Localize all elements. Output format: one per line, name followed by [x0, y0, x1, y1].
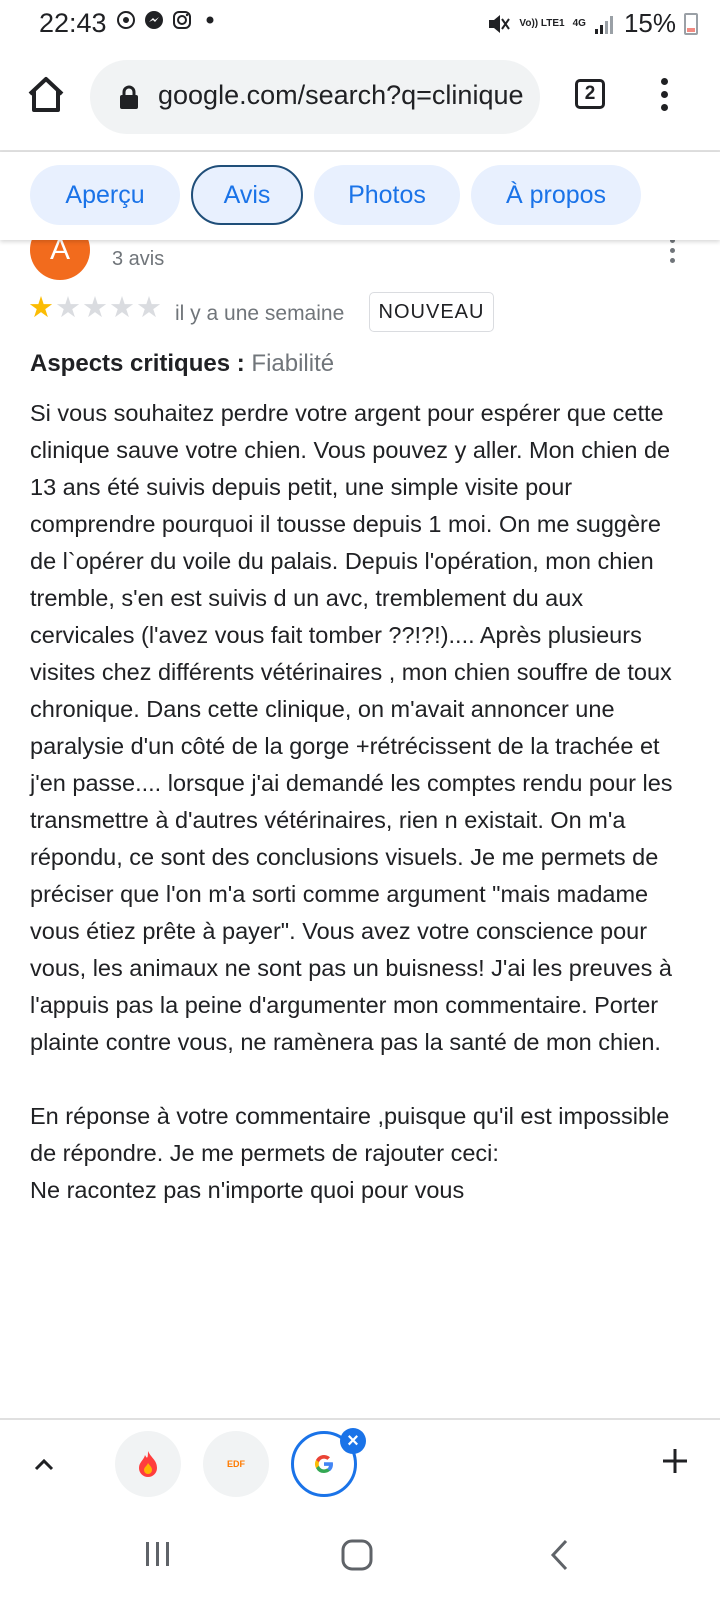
tab-a-propos[interactable]: À propos — [471, 165, 641, 225]
status-time: 22:43 — [39, 8, 107, 38]
review-paragraph: En réponse à votre commentaire ,puisque qu'il est impossible de répondre. Je me permets de rajouter ceci: — [30, 1103, 670, 1166]
chevron-up-icon[interactable] — [33, 1454, 55, 1476]
podcast-icon — [116, 10, 136, 30]
critical-label: Aspects critiques : — [30, 350, 245, 377]
critical-value: Fiabilité — [251, 350, 335, 377]
home-icon[interactable] — [24, 72, 68, 116]
flame-icon — [135, 1449, 161, 1479]
tab-avis[interactable]: Avis — [191, 165, 303, 225]
nav-home-icon[interactable] — [340, 1538, 374, 1572]
review-card — [0, 240, 720, 1418]
star-empty-icon: ★ — [109, 292, 135, 324]
tab-thumbnail-1[interactable] — [115, 1431, 181, 1497]
review-time: il y a une semaine — [175, 302, 345, 325]
notification-icons — [116, 10, 220, 30]
instagram-icon — [172, 10, 192, 30]
status-bar — [0, 0, 720, 48]
section-tabs — [0, 152, 720, 240]
tab-thumbnail-2[interactable] — [203, 1431, 269, 1497]
edf-logo: EDF — [227, 1459, 245, 1469]
star-rating — [28, 290, 162, 325]
tab-strip — [0, 1418, 720, 1510]
critical-aspects — [30, 350, 334, 378]
google-icon — [312, 1452, 336, 1476]
reviewer-review-count: 3 avis — [112, 248, 165, 270]
review-paragraph: Ne racontez pas n'importe quoi pour vous — [30, 1177, 465, 1203]
back-icon[interactable] — [548, 1538, 572, 1572]
signal-icon — [594, 14, 616, 34]
volte-indicator: Vo)) LTE1 — [519, 17, 565, 29]
review-more-icon[interactable] — [668, 240, 676, 268]
dot-icon — [200, 10, 220, 30]
close-icon[interactable]: × — [340, 1428, 366, 1454]
mute-icon — [487, 13, 511, 35]
avatar[interactable]: A — [30, 240, 90, 280]
more-vert-icon[interactable] — [656, 78, 672, 118]
review-text — [30, 395, 685, 1209]
url-bar[interactable] — [90, 60, 540, 134]
battery-percent: 15% — [623, 8, 676, 38]
system-nav-bar — [0, 1510, 720, 1600]
lock-icon — [118, 85, 140, 109]
messenger-icon — [144, 10, 164, 30]
star-empty-icon: ★ — [55, 292, 81, 324]
network-indicator: 4G — [572, 17, 586, 29]
plus-icon[interactable] — [660, 1446, 690, 1476]
browser-toolbar — [0, 48, 720, 152]
recent-apps-icon[interactable] — [143, 1538, 173, 1570]
review-paragraph: Si vous souhaitez perdre votre argent pour espérer que cette clinique sauve votre chien. Vous pouvez y aller. Mon chien de 13 ans été suivis depuis petit, une simple visite pour comprendre pourquoi il tousse depuis 1 moi. On me suggère de l`opérer du voile du palais. Depuis l'opération, mon chien tremble, s'en est suivis d un avc, tremblement du aux cervicales (l'avez vous fait tomber ??!?!).... Après plusieurs visites chez différents vétérinaires , mon chien souffre de toux chronique. Dans cette clinique, on m'avait annoncer une paralysie d'un côté de la gorge +rétrécissent de la trachée et j'en passe.... lorsque j'ai demandé les comptes rendu pour les transmettre à d'autres vétérinaires, rien n existait. On m'a répondu, ce sont des conclusions visuels. Je me permets de préciser que l'on m'a sorti comme argument "mais madame vous étiez prête à payer". Vous avez votre conscience pour vous, les animaux ne sont pas un buisness! J'ai les preuves à l'appuis pas la peine d'argumenter mon commentaire. Porter plainte contre vous, ne ramènera pas la santé de mon chien. — [30, 400, 673, 1055]
tab-photos[interactable]: Photos — [314, 165, 460, 225]
star-empty-icon: ★ — [136, 292, 162, 324]
new-badge: NOUVEAU — [369, 292, 494, 332]
tab-switcher-button[interactable]: 2 — [575, 79, 605, 109]
tab-apercu[interactable]: Aperçu — [30, 165, 180, 225]
battery-icon — [684, 13, 698, 35]
star-empty-icon: ★ — [82, 292, 108, 324]
star-filled-icon: ★ — [28, 292, 54, 324]
status-right — [487, 8, 698, 39]
url-text[interactable]: google.com/search?q=clinique — [158, 80, 523, 110]
